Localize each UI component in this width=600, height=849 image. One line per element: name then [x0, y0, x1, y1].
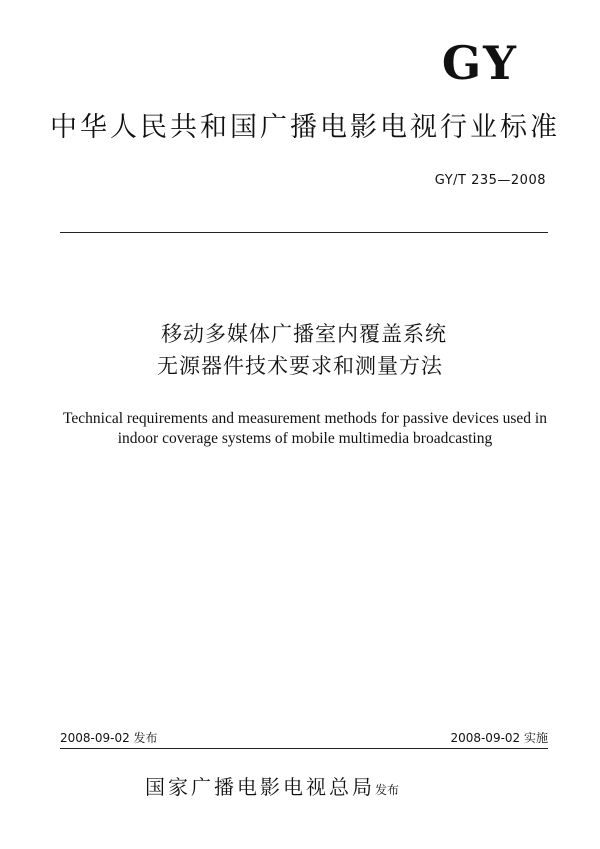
standard-number: GY/T 235—2008: [434, 173, 546, 188]
bottom-divider: [60, 748, 548, 749]
chinese-title-line-1: 移动多媒体广播室内覆盖系统: [161, 322, 447, 346]
issuer-suffix: 发布: [375, 783, 400, 797]
english-title-line-1: Technical requirements and measurement methods for passive devices used in: [63, 410, 547, 427]
issuer-name: 国家广播电影电视总局: [145, 775, 375, 799]
issue-date: 2008-09-02 发布: [60, 731, 158, 745]
english-title-line-2: indoor coverage systems of mobile multimedia broadcasting: [117, 430, 493, 447]
top-divider: [60, 232, 548, 233]
issuing-authority: [145, 771, 399, 800]
english-title: [40, 409, 570, 449]
industry-standard-heading: 中华人民共和国广播电影电视行业标准: [50, 112, 560, 143]
chinese-title-line-2: 无源器件技术要求和测量方法: [157, 354, 443, 378]
chinese-title: [0, 318, 600, 382]
implementation-date: 2008-09-02 实施: [450, 731, 548, 745]
standard-logo: GY: [441, 36, 518, 90]
